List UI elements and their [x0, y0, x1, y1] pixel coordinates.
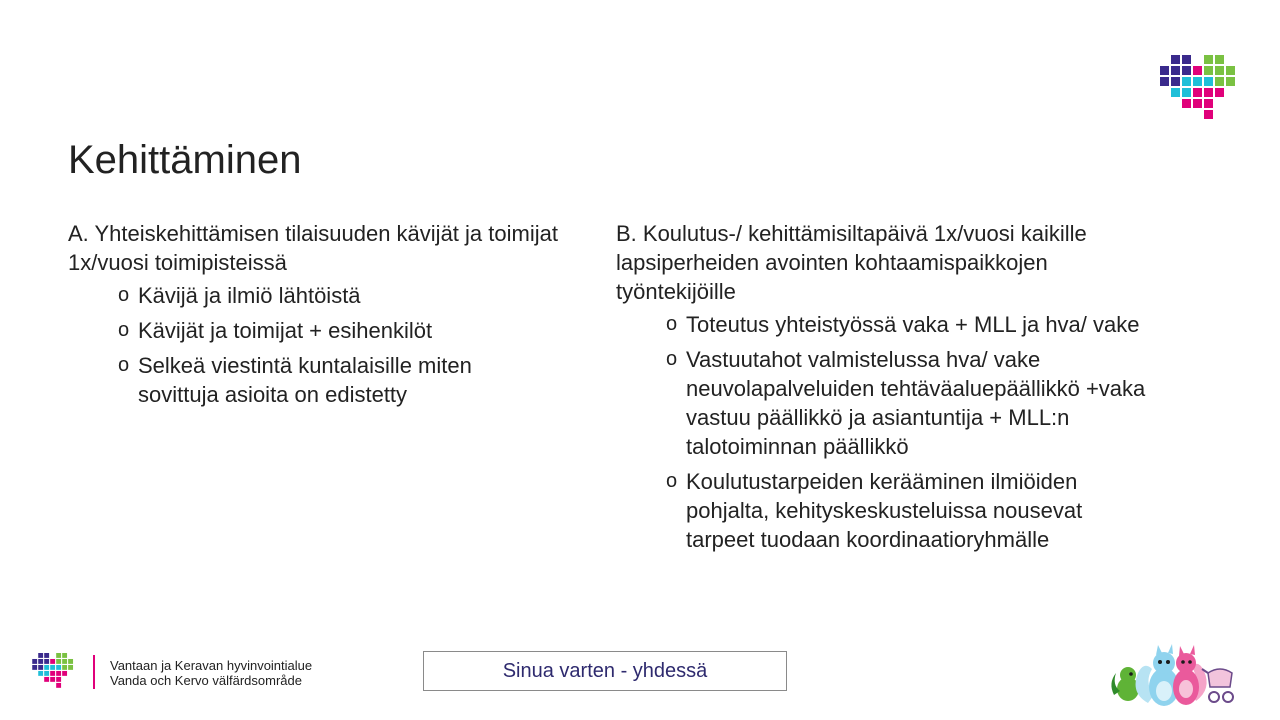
pixel-heart-logo-small-icon — [32, 653, 76, 690]
slide-title: Kehittäminen — [68, 138, 302, 182]
column-b-list — [616, 310, 1156, 554]
bullet-icon: o — [666, 348, 678, 370]
org-line-sv: Vanda och Kervo välfärdsområde — [110, 673, 302, 688]
pixel-heart-logo-icon — [1160, 55, 1240, 123]
column-a-heading: A. Yhteiskehittämisen tilaisuuden kävijät ja toimijat 1x/vuosi toimipisteissä — [68, 221, 558, 275]
squirrel-family-mascot-icon — [1108, 643, 1236, 709]
slogan-box — [423, 651, 787, 691]
list-item: o Selkeä viestintä kuntalaisille miten sovittuja asioita on edistetty — [118, 353, 472, 407]
bullet-icon: o — [118, 319, 130, 341]
list-item: o Koulutustarpeiden kerääminen ilmiöiden pohjalta, kehityskeskusteluissa nousevat tarpeet tuodaan koordinaatioryhmälle — [666, 469, 1083, 552]
bullet-icon: o — [118, 284, 130, 306]
organization-name — [110, 658, 312, 688]
column-b — [616, 219, 1156, 560]
column-a-list — [68, 281, 558, 409]
bullet-icon: o — [666, 470, 678, 492]
org-line-fi: Vantaan ja Keravan hyvinvointialue — [110, 658, 313, 673]
bullet-icon: o — [118, 354, 130, 376]
column-a — [68, 219, 558, 415]
list-item: o Kävijä ja ilmiö lähtöistä — [118, 283, 361, 308]
column-b-heading: B. Koulutus-/ kehittämisiltapäivä 1x/vuosi kaikille lapsiperheiden avointen kohtaamispaikkojen työntekijöille — [616, 221, 1087, 304]
footer-divider — [93, 655, 95, 689]
list-item: o Toteutus yhteistyössä vaka + MLL ja hva/ vake — [666, 312, 1140, 337]
list-item: o Vastuutahot valmistelussa hva/ vake neuvolapalveluiden tehtäväaluepäällikkö +vaka vastuu päällikkö ja asiantuntija + MLL:n talotoiminnan päällikkö — [666, 347, 1146, 459]
list-item: o Kävijät ja toimijat + esihenkilöt — [118, 318, 433, 343]
bullet-icon: o — [666, 313, 678, 335]
slogan-text: Sinua varten - yhdessä — [502, 659, 708, 682]
